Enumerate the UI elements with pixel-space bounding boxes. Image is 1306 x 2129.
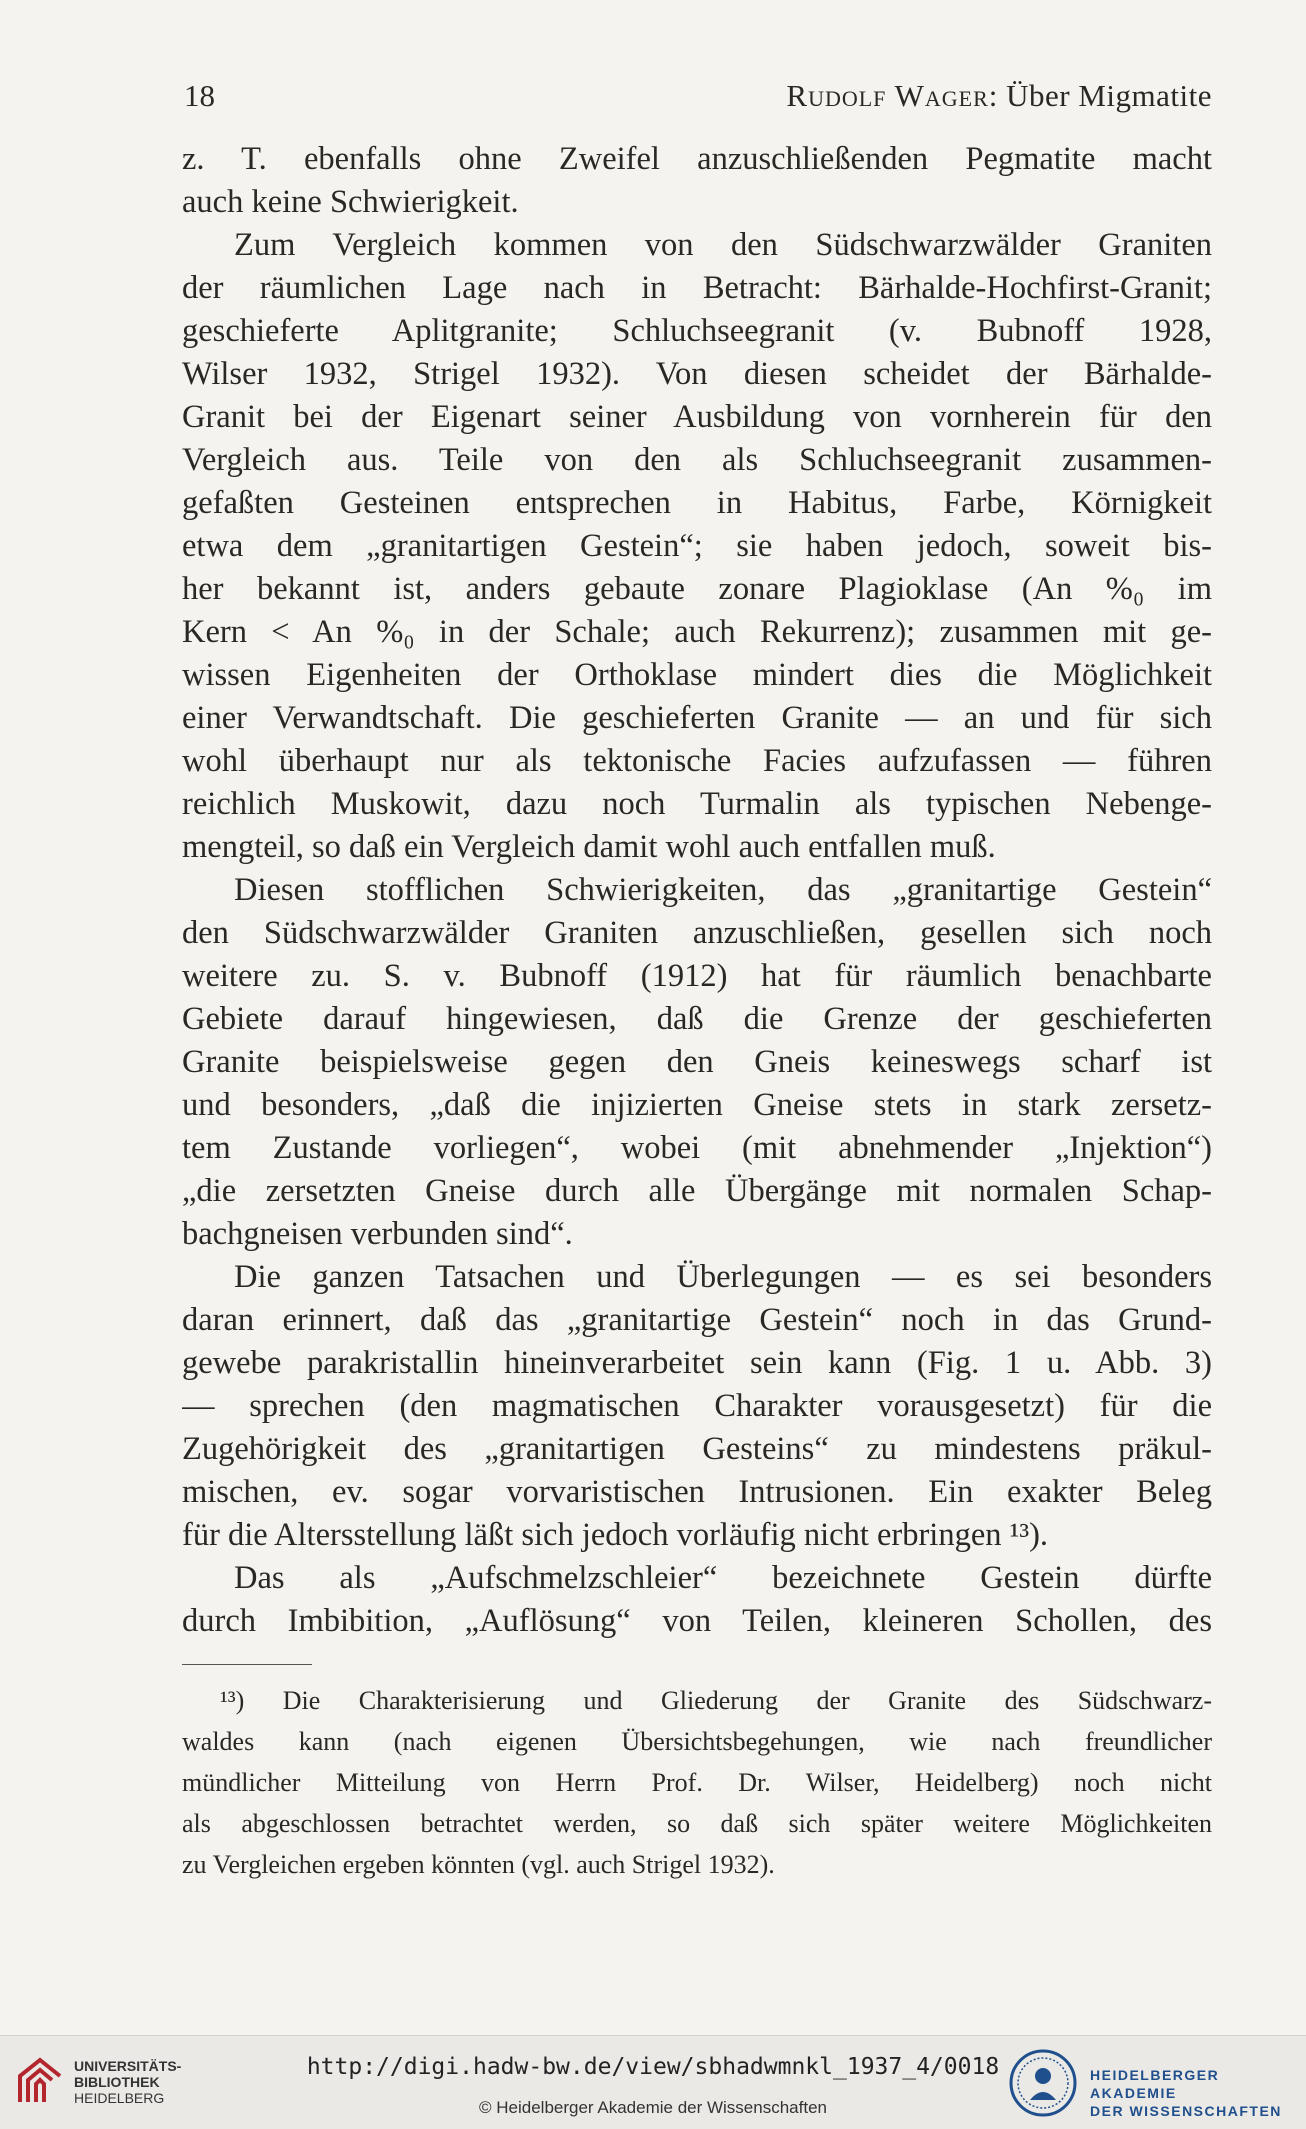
text-line: — sprechen (den magmatischen Charakter vorausgesetzt) für die <box>182 1388 1212 1424</box>
text-line: her bekannt ist, anders gebaute zonare Plagioklase (An %₀ im <box>182 571 1212 607</box>
text-line: reichlich Muskowit, dazu noch Turmalin als typischen Nebenge- <box>182 786 1212 822</box>
running-title <box>786 78 1212 114</box>
text-line: wissen Eigenheiten der Orthoklase mindert dies die Möglichkeit <box>182 657 1212 693</box>
text-line: mischen, ev. sogar vorvaristischen Intrusionen. Ein exakter Beleg <box>182 1474 1212 1510</box>
text-line: geschieferte Aplitgranite; Schluchseegranit (v. Bubnoff 1928, <box>182 313 1212 349</box>
body-text <box>182 138 1212 1643</box>
footnote-line: ¹³) Die Charakterisierung und Gliederung der Granite des Südschwarz- <box>220 1686 1212 1715</box>
permalink-url[interactable]: http://digi.hadw-bw.de/view/sbhadwmnkl_1937_4/0018 <box>306 2054 1000 2080</box>
text-line: und besonders, „daß die injizierten Gneise stets in stark zersetz- <box>182 1087 1212 1123</box>
footnote <box>182 1680 1212 1885</box>
running-header <box>182 78 1212 122</box>
text-line: Die ganzen Tatsachen und Überlegungen — es sei besonders <box>234 1259 1212 1295</box>
running-author: Rudolf Wager <box>786 78 989 113</box>
copyright-notice: © Heidelberger Akademie der Wissenschaften <box>479 2098 827 2117</box>
text-line: für die Altersstellung läßt sich jedoch vorläufig nicht erbringen ¹³). <box>182 1517 1049 1553</box>
text-line: wohl überhaupt nur als tektonische Facies aufzufassen — führen <box>182 743 1212 779</box>
footnote-rule <box>182 1664 312 1665</box>
text-line: „die zersetzten Gneise durch alle Übergänge mit normalen Schap- <box>182 1173 1212 1209</box>
text-line: Vergleich aus. Teile von den als Schluchseegranit zusammen- <box>182 442 1212 478</box>
university-library-name: UNIVERSITÄTS- BIBLIOTHEK HEIDELBERG <box>74 2058 182 2106</box>
text-line: Diesen stofflichen Schwierigkeiten, das „granitartige Gestein“ <box>234 872 1212 908</box>
page-number: 18 <box>184 78 215 113</box>
text-line: der räumlichen Lage nach in Betracht: Bärhalde-Hochfirst-Granit; <box>182 270 1212 306</box>
text-line: Das als „Aufschmelzschleier“ bezeichnete Gestein dürfte <box>234 1560 1212 1596</box>
text-line: den Südschwarzwälder Graniten anzuschließen, gesellen sich noch <box>182 915 1212 951</box>
text-line: mengteil, so daß ein Vergleich damit wohl auch entfallen muß. <box>182 829 996 865</box>
academy-seal-icon <box>1008 2048 1078 2118</box>
text-line: daran erinnert, daß das „granitartige Gestein“ noch in das Grund- <box>182 1302 1212 1338</box>
text-line: einer Verwandtschaft. Die geschieferten Granite — an und für sich <box>182 700 1212 736</box>
text-line: z. T. ebenfalls ohne Zweifel anzuschließenden Pegmatite macht <box>182 141 1212 177</box>
text-line: Wilser 1932, Strigel 1932). Von diesen scheidet der Bärhalde- <box>182 356 1212 392</box>
text-line: gefaßten Gesteinen entsprechen in Habitus, Farbe, Körnigkeit <box>182 485 1212 521</box>
text-line: Granit bei der Eigenart seiner Ausbildung von vornherein für den <box>182 399 1212 435</box>
text-line: auch keine Schwierigkeit. <box>182 184 519 220</box>
text-line: gewebe parakristallin hineinverarbeitet sein kann (Fig. 1 u. Abb. 3) <box>182 1345 1212 1381</box>
text-line: etwa dem „granitartigen Gestein“; sie haben jedoch, soweit bis- <box>182 528 1212 564</box>
running-separator: : <box>988 78 1007 113</box>
academy-name: HEIDELBERGER AKADEMIE DER WISSENSCHAFTEN <box>1090 2067 1282 2119</box>
text-line: Zum Vergleich kommen von den Südschwarzwälder Graniten <box>234 227 1212 263</box>
footnote-line: als abgeschlossen betrachtet werden, so daß sich später weitere Möglichkeiten <box>182 1809 1212 1838</box>
text-line: tem Zustande vorliegen“, wobei (mit abnehmender „Injektion“) <box>182 1130 1212 1166</box>
text-line: weitere zu. S. v. Bubnoff (1912) hat für räumlich benachbarte <box>182 958 1212 994</box>
text-line: bachgneisen verbunden sind“. <box>182 1216 573 1252</box>
text-line: Kern < An %₀ in der Schale; auch Rekurrenz); zusammen mit ge- <box>182 614 1212 650</box>
footnote-line: mündlicher Mitteilung von Herrn Prof. Dr. Wilser, Heidelberg) noch nicht <box>182 1768 1212 1797</box>
running-short-title: Über Migmatite <box>1006 78 1212 113</box>
text-line: Granite beispielsweise gegen den Gneis keineswegs scharf ist <box>182 1044 1212 1080</box>
text-line: Gebiete darauf hingewiesen, daß die Grenze der geschieferten <box>182 1001 1212 1037</box>
footnote-line: waldes kann (nach eigenen Übersichtsbegehungen, wie nach freundlicher <box>182 1727 1212 1756</box>
digitization-footer <box>0 2035 1306 2129</box>
footnote-line: zu Vergleichen ergeben könnten (vgl. auch Strigel 1932). <box>182 1850 775 1879</box>
text-line: durch Imbibition, „Auflösung“ von Teilen, kleineren Schollen, des <box>182 1603 1212 1639</box>
text-line: Zugehörigkeit des „granitartigen Gesteins“ zu mindestens präkul- <box>182 1431 1212 1467</box>
